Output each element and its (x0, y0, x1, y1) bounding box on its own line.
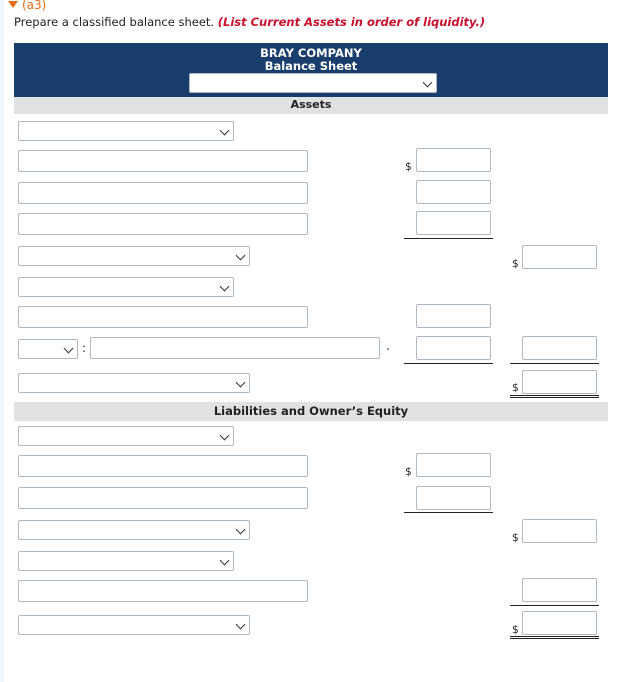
asset-amount-input-4[interactable] (416, 304, 491, 328)
asset-account-input-3[interactable] (18, 213, 308, 235)
section-label: (a3) (22, 0, 47, 12)
dollar-sign: $ (512, 624, 519, 636)
asset-amount-input-1[interactable] (416, 148, 491, 172)
liabilities-heading: Liabilities and Owner’s Equity (213, 404, 409, 418)
liability-total-input-1[interactable] (522, 519, 597, 543)
assets-band (14, 97, 608, 114)
subtotal-rule (404, 238, 493, 239)
chevron-down-icon (236, 525, 246, 535)
collapse-triangle-icon[interactable] (8, 1, 18, 8)
subtotal-rule (510, 605, 599, 606)
asset-account-input-4[interactable] (18, 306, 308, 328)
assets-heading: Assets (290, 98, 332, 111)
asset-total-select-1[interactable] (18, 246, 250, 266)
liability-account-input-2[interactable] (18, 487, 308, 509)
colon-separator: : (82, 341, 87, 355)
contra-amount-input[interactable] (416, 336, 491, 360)
chevron-down-icon (64, 344, 74, 354)
total-liabilities-equity-select[interactable] (18, 615, 250, 635)
total-liabilities-equity-input[interactable] (522, 611, 597, 635)
dollar-sign: $ (405, 161, 412, 173)
asset-account-input-2[interactable] (18, 182, 308, 204)
asset-amount-input-3[interactable] (416, 211, 491, 235)
chevron-down-icon (423, 78, 433, 88)
left-margin-bar (0, 0, 4, 682)
asset-total-input-1[interactable] (522, 245, 597, 269)
chevron-down-icon (220, 282, 230, 292)
dollar-sign: $ (405, 466, 412, 478)
chevron-down-icon (220, 431, 230, 441)
chevron-down-icon (236, 251, 246, 261)
contra-select[interactable] (18, 339, 78, 359)
chevron-down-icon (236, 620, 246, 630)
liability-amount-input-1[interactable] (416, 453, 491, 477)
company-name: BRAY COMPANY (260, 46, 362, 60)
asset-category-select-1[interactable] (18, 121, 234, 141)
equity-account-input[interactable] (18, 580, 308, 602)
dollar-sign: $ (512, 532, 519, 544)
balance-sheet-header (14, 43, 608, 97)
date-select[interactable] (189, 73, 437, 93)
subtotal-rule (404, 363, 493, 364)
liability-category-select-1[interactable] (18, 426, 234, 446)
chevron-down-icon (220, 126, 230, 136)
liabilities-band (14, 402, 608, 421)
contra-account-input[interactable] (90, 337, 380, 359)
dot-separator: . (386, 339, 390, 353)
asset-amount-input-2[interactable] (416, 180, 491, 204)
dollar-sign: $ (512, 258, 519, 270)
asset-category-select-2[interactable] (18, 277, 234, 297)
instructions (14, 15, 485, 29)
subtotal-rule (404, 512, 493, 513)
statement-title: Balance Sheet (264, 59, 358, 73)
liability-account-input-1[interactable] (18, 455, 308, 477)
subtotal-rule (510, 363, 599, 364)
dollar-sign: $ (512, 382, 519, 394)
instructions-text: Prepare a classified balance sheet. (14, 15, 215, 29)
total-assets-select[interactable] (18, 373, 250, 393)
asset-account-input-1[interactable] (18, 150, 308, 172)
double-rule-top (510, 395, 599, 396)
liability-total-select-1[interactable] (18, 520, 250, 540)
liability-amount-input-2[interactable] (416, 486, 491, 510)
chevron-down-icon (220, 556, 230, 566)
total-assets-input[interactable] (522, 370, 597, 394)
chevron-down-icon (236, 378, 246, 388)
equity-amount-input[interactable] (522, 578, 597, 602)
double-rule-bottom (510, 397, 599, 398)
double-rule-bottom (510, 638, 599, 639)
section-header[interactable] (8, 0, 46, 12)
instructions-emphasis: (List Current Assets in order of liquidity.) (217, 15, 486, 29)
equity-category-select[interactable] (18, 551, 234, 571)
net-amount-input[interactable] (522, 336, 597, 360)
double-rule-top (510, 636, 599, 637)
